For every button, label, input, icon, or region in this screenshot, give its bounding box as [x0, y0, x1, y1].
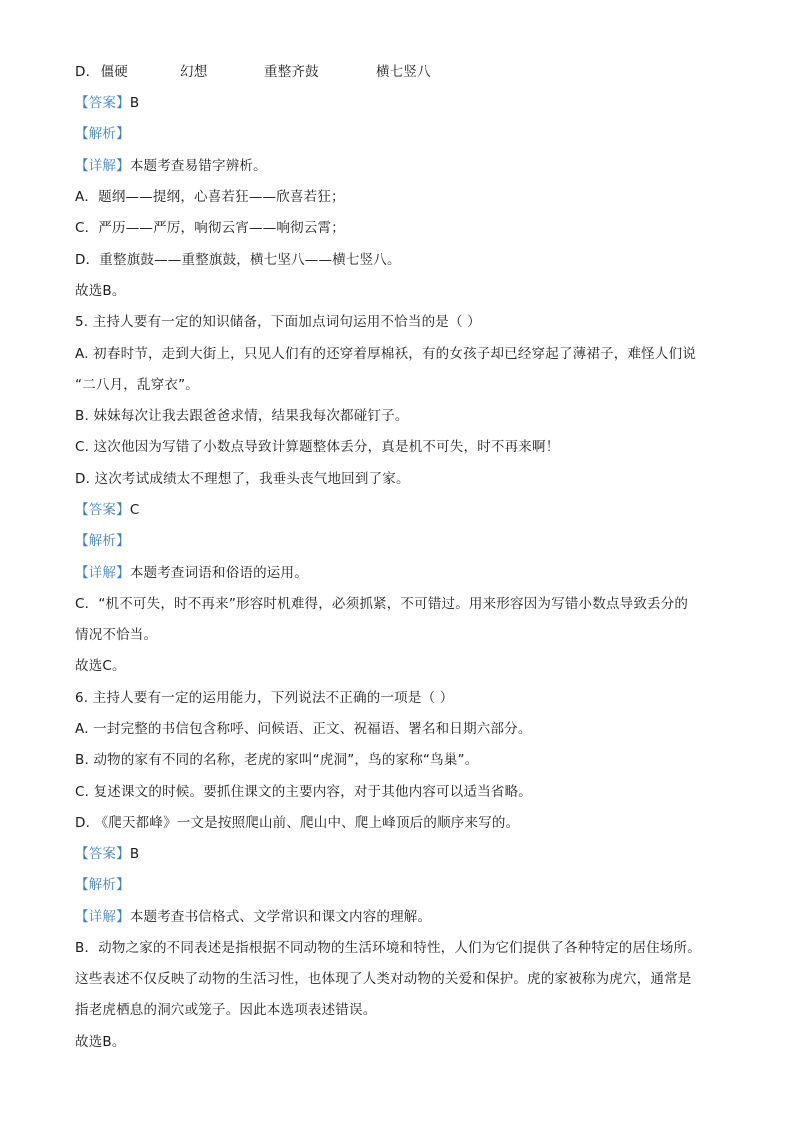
q6-detail: [75, 907, 431, 927]
prev-option-d-word-4: 横七竖八: [376, 64, 431, 80]
q5-option-c: C. 这次他因为写错了小数点导致计算题整体丢分，真是机不可失，时不再来啊！: [75, 439, 560, 455]
q6-explain-line1: B．动物之家的不同表述是指根据不同动物的生活环境和特性，人们为它们提供了各种特定的居住场所。: [75, 940, 701, 956]
q5-option-b: B. 妹妹每次让我去跟爸爸求情，结果我每次都碰钉子。: [75, 408, 409, 424]
q6-answer: [75, 844, 139, 864]
prev-analysis-tag: 【解析】: [75, 126, 130, 142]
q6-option-b: B. 动物的家有不同的名称，老虎的家叫“虎洞”，鸟的家称“鸟巢”。: [75, 752, 479, 768]
prev-option-d-word-1: 僵硬: [100, 64, 128, 80]
q6-explain-line3: 指老虎栖息的洞穴或笼子。因此本选项表述错误。: [75, 1002, 377, 1018]
prev-line-a: A．题纲——提纲，心喜若狂——欣喜若狂；: [75, 189, 345, 205]
detail-tag: 【详解】: [75, 909, 130, 925]
q5-option-d: D. 这次考试成绩太不理想了，我垂头丧气地回到了家。: [75, 471, 410, 487]
q5-option-a-line1: A. 初春时节，走到大街上，只见人们有的还穿着厚棉袄，有的女孩子却已经穿起了薄裙子，难怪人们说: [75, 346, 696, 362]
q5-detail: [75, 563, 308, 583]
q5-stem: 5. 主持人要有一定的知识储备，下面加点词句运用不恰当的是（ ）: [75, 314, 481, 330]
prev-option-d-word-2: 幻想: [180, 64, 208, 80]
answer-tag: 【答案】: [75, 846, 130, 862]
prev-line-d: D．重整旗鼓——重整旗鼓，横七坚八——横七竖八。: [75, 252, 401, 268]
prev-answer: [75, 93, 139, 113]
q5-analysis-tag: 【解析】: [75, 533, 130, 549]
prev-option-d: [75, 62, 431, 82]
answer-value: B: [129, 95, 140, 111]
prev-conclusion: 故选B。: [75, 283, 126, 299]
q5-conclusion: 故选C。: [75, 658, 126, 674]
q5-answer: [75, 500, 139, 520]
q6-conclusion: 故选B。: [75, 1034, 126, 1050]
q5-option-a-line2: “二八月，乱穿衣”。: [75, 377, 199, 393]
prev-option-d-word-3: 重整齐鼓: [264, 64, 319, 80]
q6-option-a: A. 一封完整的书信包含称呼、问候语、正文、祝福语、署名和日期六部分。: [75, 721, 532, 737]
detail-text: 本题考查易错字辨析。: [129, 158, 267, 174]
q6-stem: 6. 主持人要有一定的运用能力，下列说法不正确的一项是（ ）: [75, 690, 454, 706]
answer-value: B: [129, 846, 140, 862]
q6-explain-line2: 这些表述不仅反映了动物的生活习性，也体现了人类对动物的关爱和保护。虎的家被称为虎穴，通常是: [75, 971, 692, 987]
q6-option-d: D. 《爬天都峰》一文是按照爬山前、爬山中、爬上峰顶后的顺序来写的。: [75, 815, 520, 831]
detail-tag: 【详解】: [75, 565, 130, 581]
q5-explain-line2: 情况不恰当。: [75, 627, 158, 643]
prev-option-d-label: D.: [75, 64, 91, 80]
answer-value: C: [129, 502, 140, 518]
answer-tag: 【答案】: [75, 95, 130, 111]
q6-analysis-tag: 【解析】: [75, 877, 130, 893]
detail-text: 本题考查词语和俗语的运用。: [129, 565, 308, 581]
q6-option-c: C. 复述课文的时候。要抓住课文的主要内容，对于其他内容可以适当省略。: [75, 784, 533, 800]
q5-explain-line1: C．“机不可失，时不再来”形容时机难得，必须抓紧，不可错过。用来形容因为写错小数点导致丢分的: [75, 596, 689, 612]
detail-tag: 【详解】: [75, 158, 130, 174]
answer-tag: 【答案】: [75, 502, 130, 518]
prev-detail: [75, 156, 267, 176]
detail-text: 本题考查书信格式、文学常识和课文内容的理解。: [129, 909, 432, 925]
prev-line-c: C．严历——严厉，响彻云宵——响彻云霄；: [75, 220, 345, 236]
